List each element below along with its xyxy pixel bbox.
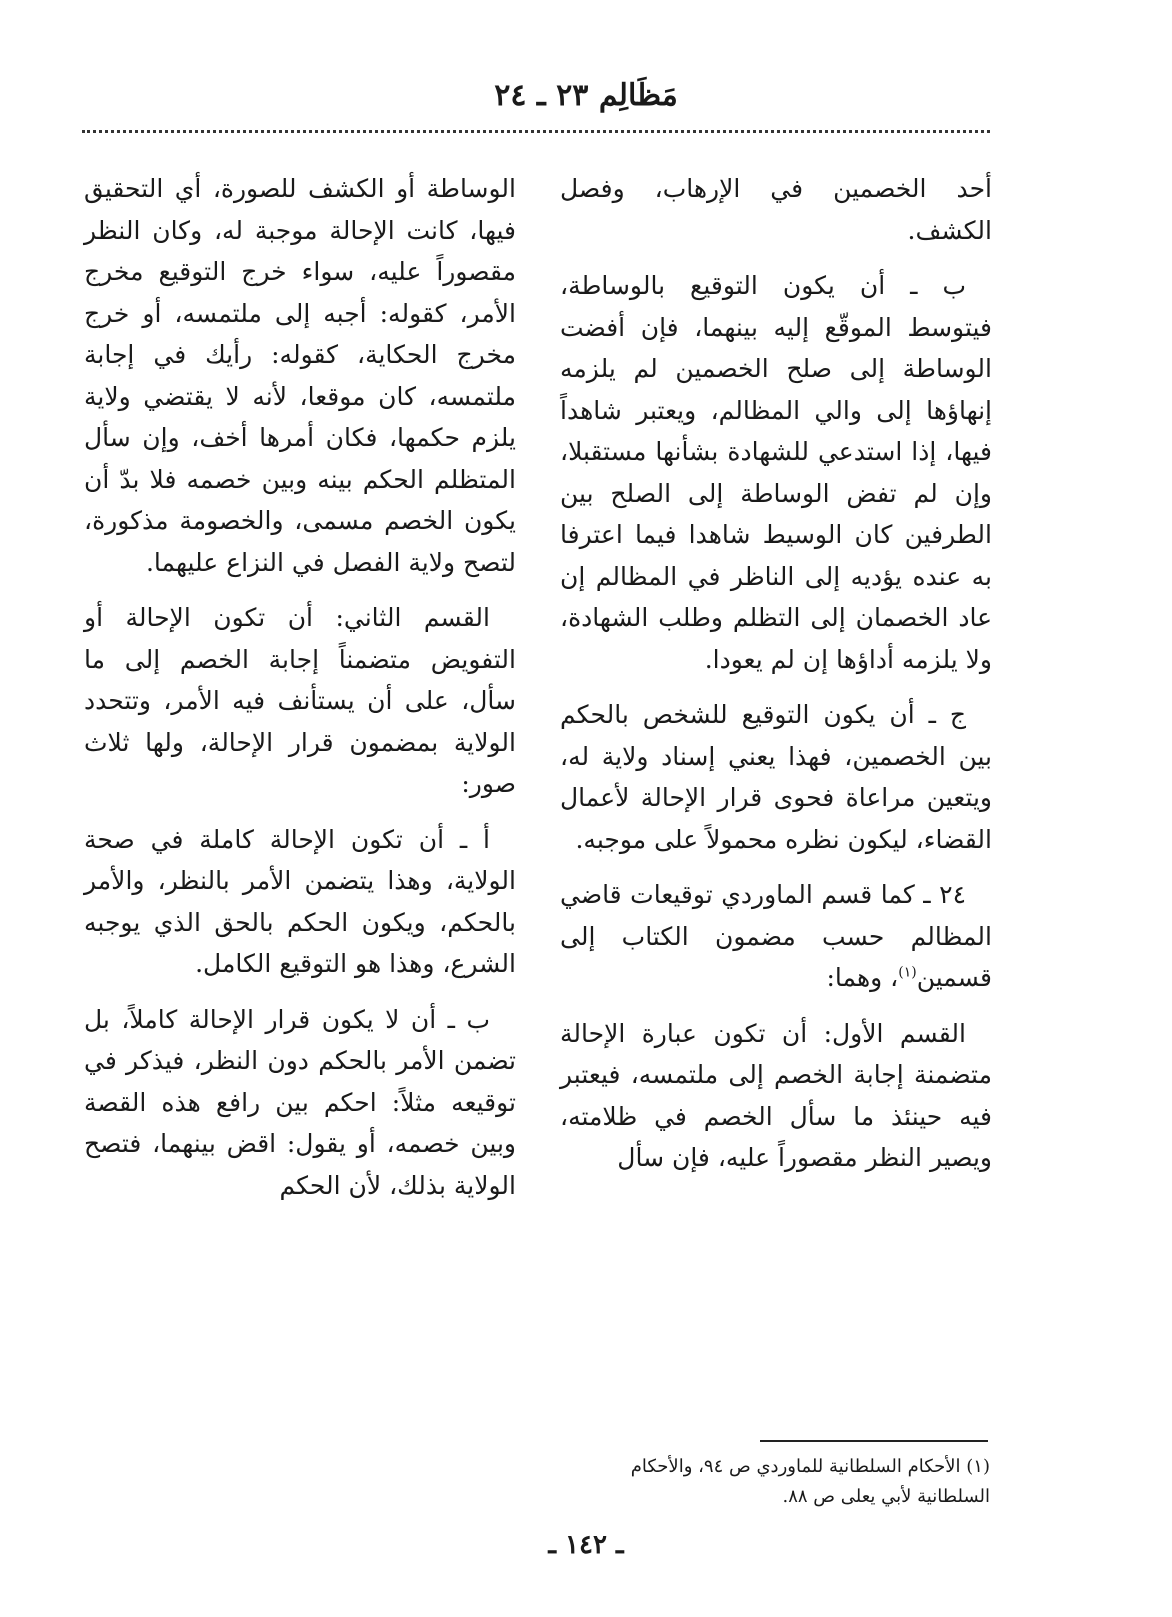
left-column bbox=[84, 168, 516, 1206]
header-dotted-rule bbox=[82, 130, 990, 133]
paragraph: القسم الثاني: أن تكون الإحالة أو التفويض متضمناً إجابة الخصم إلى ما سأل، على أن يستأنف فيه الأمر، وتتحدد الولاية بمضمون قرار الإحالة، ولها ثلاث صور: bbox=[84, 603, 516, 798]
page-number: ـ ١٤٢ ـ bbox=[548, 1530, 624, 1560]
paragraph-text-continued: ، وهما: bbox=[826, 963, 899, 992]
paragraph-text: ٢٤ ـ كما قسم الماوردي توقيعات قاضي المظالم حسب مضمون الكتاب إلى قسمين bbox=[560, 880, 992, 992]
paragraph: ج ـ أن يكون التوقيع للشخص بالحكم بين الخصمين، فهذا يعني إسناد ولاية له، ويتعين مراعاة فحوى قرار الإحالة لأعمال القضاء، ليكون نظره محمولاً على موجبه. bbox=[560, 700, 992, 854]
paragraph: أحد الخصمين في الإرهاب، وفصل الكشف. bbox=[560, 174, 992, 245]
running-title: مَظَالِم ٢٣ ـ ٢٤ bbox=[494, 78, 678, 113]
footnote: (١) الأحكام السلطانية للماوردي ص ٩٤، والأحكام السلطانية لأبي يعلى ص ٨٨. bbox=[630, 1456, 990, 1507]
paragraph: ب ـ أن يكون التوقيع بالوساطة، فيتوسط الموقّع إليه بينهما، فإن أفضت الوساطة إلى صلح الخصمين لم يلزمه إنهاؤها إلى والي المظالم، ويعتبر شاهداً فيها، إذا استدعي للشهادة بشأنها مستقبلا، وإن لم تفض الوساطة إلى الصلح بين الطرفين كان الوسيط شاهدا فيما اعترفا به عنده يؤديه إلى الناظر في المظالم إن عاد الخصمان إلى التظلم وطلب الشهادة، ولا يلزمه أداؤها إن لم يعودا. bbox=[560, 271, 992, 674]
footnote-separator bbox=[760, 1440, 988, 1442]
paragraph: ب ـ أن لا يكون قرار الإحالة كاملاً، بل تضمن الأمر بالحكم دون النظر، فيذكر في توقيعه مثلاً: احكم بين رافع هذه القصة وبين خصمه، أو يقول: اقض بينهما، فتصح الولاية بذلك، لأن الحكم bbox=[84, 1004, 516, 1200]
paragraph: الوساطة أو الكشف للصورة، أي التحقيق فيها، كانت الإحالة موجبة له، وكان النظر مقصوراً عليه، سواء خرج التوقيع مخرج الأمر، كقوله: أجبه إلى ملتمسه، أو خرج مخرج الحكاية، كقوله: رأيك في إجابة ملتمسه، كان موقعا، لأنه لا يقتضي ولاية يلزم حكمها، فكان أمرها أخف، وإن سأل المتظلم الحكم بينه وبين خصمه فلا بدّ أن يكون الخصم مسمى، والخصومة مذكورة، لتصح ولاية الفصل في النزاع عليهما. bbox=[84, 174, 516, 577]
footnote-reference: (١) bbox=[898, 964, 917, 981]
paragraph: أ ـ أن تكون الإحالة كاملة في صحة الولاية، وهذا يتضمن الأمر بالنظر، والأمر بالحكم، ويكون الحكم بالحق الذي يوجبه الشرع، وهذا هو التوقيع الكامل. bbox=[84, 824, 516, 978]
paragraph: القسم الأول: أن تكون عبارة الإحالة متضمنة إجابة الخصم إلى ملتمسه، فيعتبر فيه حينئذ ما سأل الخصم في ظلامته، ويصير النظر مقصوراً عليه، فإن سأل bbox=[560, 1018, 992, 1172]
paragraph-with-footnote bbox=[560, 874, 992, 999]
right-column bbox=[560, 168, 992, 1179]
